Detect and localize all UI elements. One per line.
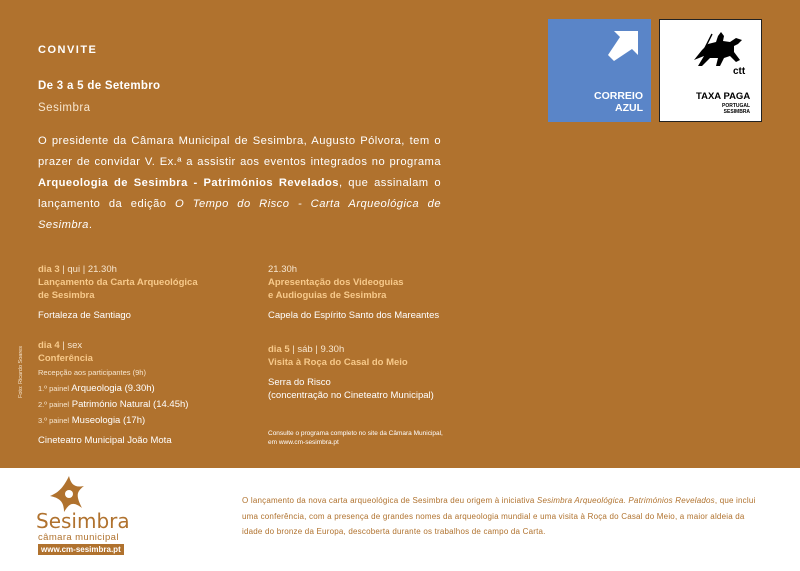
day-meta: | sáb | 9.30h — [289, 344, 345, 355]
intro-text-3: . — [88, 219, 93, 231]
panel-list — [38, 381, 188, 429]
event-title-cont: de Sesimbra — [38, 290, 95, 301]
sesimbra-logo — [36, 474, 136, 556]
consult-url: em www.cm-sesimbra.pt — [268, 439, 339, 446]
day-label: dia 5 — [268, 344, 290, 355]
program-name: Arqueologia de Sesimbra - Patrimónios Revelados — [38, 177, 339, 189]
event-place: Sesimbra — [38, 102, 91, 114]
correio-azul-label — [594, 90, 643, 114]
event-venue: Cineteatro Municipal João Mota — [38, 435, 172, 446]
taxa-paga-label: TAXA PAGA — [696, 91, 751, 102]
schedule-day3-evening — [268, 263, 439, 322]
photo-credit: Foto: Ricardo Soares — [18, 346, 24, 398]
consult-note — [268, 429, 443, 447]
day-label: dia 4 — [38, 340, 60, 351]
event-title: Lançamento da Carta Arqueológica — [38, 277, 198, 288]
event-venue-note: (concentração no Cineteatro Municipal) — [268, 390, 434, 401]
day-label: dia 3 — [38, 264, 60, 275]
reception-time: Recepção aos participantes (9h) — [38, 368, 146, 377]
panel-item — [38, 413, 188, 429]
event-title: Apresentação dos Videoguias — [268, 277, 404, 288]
schedule-day5 — [268, 343, 434, 402]
logo-url: www.cm-sesimbra.pt — [38, 544, 124, 555]
schedule-day4 — [38, 339, 188, 447]
ctt-logo-text: ctt — [733, 66, 746, 77]
event-title: Conferência — [38, 353, 93, 364]
stamp-country: PORTUGAL — [722, 103, 751, 109]
day-meta: | sex — [59, 340, 83, 351]
intro-text-1: O presidente da Câmara Municipal de Sesimbra, Augusto Pólvora, tem o prazer de convidar V. Ex.ª a assistir aos eventos integrados no programa — [38, 135, 441, 168]
logo-subtitle: câmara municipal — [38, 532, 119, 543]
day-meta: | qui | 21.30h — [59, 264, 117, 275]
footer-initiative: Sesimbra Arqueológica. Patrimónios Revelados — [536, 496, 715, 505]
panel-item — [38, 381, 188, 397]
stamp-city: SESIMBRA — [723, 109, 751, 115]
event-time: 21.30h — [268, 264, 298, 275]
schedule-day3 — [38, 263, 198, 322]
stamp-text: CORREIO — [593, 90, 643, 102]
panel-number: 3.º painel — [38, 416, 70, 425]
consult-line: Consulte o programa completo no site da Câmara Municipal, — [268, 430, 443, 437]
panel-title: Museologia (17h) — [69, 415, 146, 426]
panel-number: 1.º painel — [38, 384, 70, 393]
event-dates: De 3 a 5 de Setembro — [38, 80, 161, 92]
logo-name: Sesimbra — [36, 509, 130, 533]
book-title: O Tempo do Risco - Carta Arqueológica de Sesimbra — [38, 198, 441, 231]
intro-paragraph — [38, 131, 441, 236]
event-venue: Serra do Risco — [268, 377, 331, 388]
intro-text-2: , que assinalam o lançamento da edição — [38, 177, 441, 210]
panel-number: 2.º painel — [38, 400, 70, 409]
footer-paragraph — [242, 493, 762, 540]
panel-title: Arqueologia (9.30h) — [69, 383, 155, 394]
event-venue: Capela do Espírito Santo dos Mareantes — [268, 310, 440, 321]
correio-azul-stamp — [548, 19, 651, 122]
panel-item — [38, 397, 188, 413]
invite-heading: CONVITE — [38, 44, 98, 56]
panel-title: Património Natural (14.45h) — [69, 399, 189, 410]
arrow-up-right-icon — [608, 31, 638, 61]
stamp-text: AZUL — [615, 102, 643, 114]
event-title-cont: e Audioguias de Sesimbra — [268, 290, 387, 301]
star-flower-icon — [48, 474, 90, 514]
event-title: Visita à Roça do Casal do Meio — [268, 357, 408, 368]
taxa-paga-stamp — [659, 19, 762, 122]
stamp-location — [722, 103, 750, 115]
footer-text-2: , que inclui uma conferência, com a presença de grandes nomes da arqueologia mundial e uma visita à Roça do Casal do Meio, a maior aldeia da idade do bronze da Europa, descoberta durante os trabalhos de campo da Carta. — [242, 496, 756, 536]
event-venue: Fortaleza de Santiago — [38, 310, 131, 321]
footer-text-1: O lançamento da nova carta arqueológica de Sesimbra deu origem à iniciativa — [242, 496, 537, 505]
